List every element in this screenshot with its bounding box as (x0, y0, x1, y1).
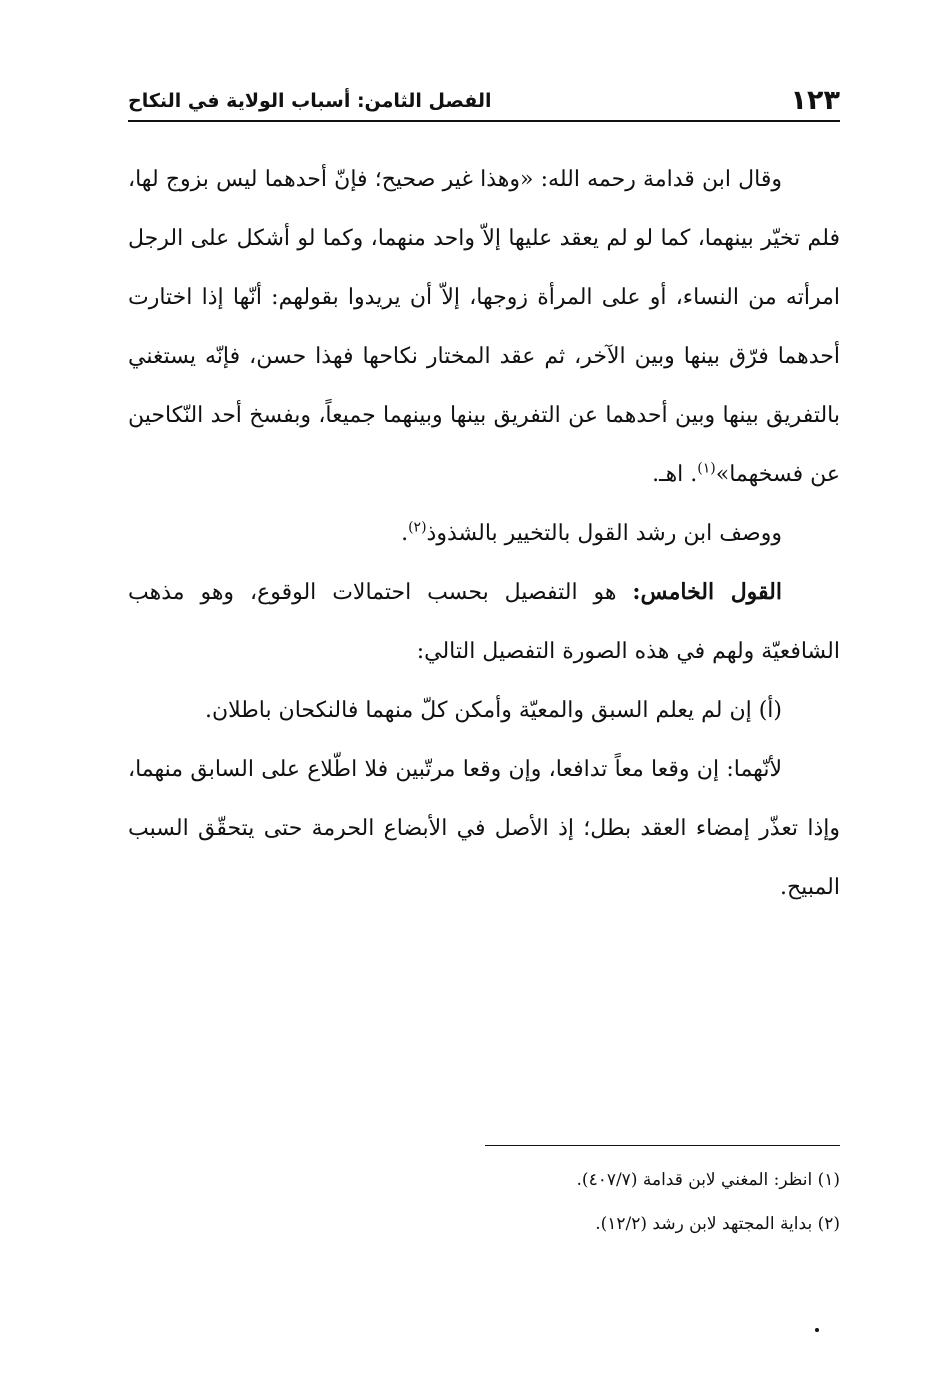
footnote-ref-1: (١) (697, 460, 716, 477)
paragraph-case-a (128, 681, 840, 740)
footnote-ref-2: (٢) (408, 519, 427, 536)
quote-closing-abbrev: اهـ. (652, 462, 684, 487)
running-title: الفصل الثامن: أسباب الولاية في النكاح (128, 90, 492, 112)
footnote-1: (١) انظر: المغني لابن قدامة (٤٠٧/٧). (576, 1170, 840, 1190)
fifth-opinion-text: هو التفصيل بحسب احتمالات الوقوع، وهو مذهب الشافعيّة ولهم في هذه الصورة التفصيل التالي: (128, 580, 840, 664)
paragraph-ibn-qudama-quote (128, 150, 840, 504)
paragraph-fifth-opinion (128, 563, 840, 681)
main-text (128, 150, 840, 917)
fifth-opinion-heading: القول الخامس: (632, 579, 782, 605)
paragraph-ibn-rushd (128, 504, 840, 563)
paragraph-reasoning (128, 740, 840, 917)
footnotes (128, 1158, 840, 1246)
footnote-divider (485, 1145, 840, 1146)
ibn-rushd-text: ووصف ابن رشد القول بالتخيير بالشذوذ (426, 521, 782, 546)
page-header (128, 78, 840, 122)
reasoning-text: لأنّهما: إن وقعا معاً تدافعا، وإن وقعا مرتّبين فلا اطّلاع على السابق منهما، وإذا تعذّر إمضاء العقد بطل؛ إذ الأصل في الأبضاع الحرمة حتى يتحقّق السبب المبيح. (128, 757, 840, 900)
page-number: ١٢٣ (790, 85, 840, 116)
ibn-rushd-end-mark: . (401, 521, 409, 546)
case-a-text: (أ) إن لم يعلم السبق والمعيّة وأمكن كلّ منهما فالنكحان باطلان. (204, 698, 782, 723)
quote-text: وقال ابن قدامة رحمه الله: «وهذا غير صحيح؛ فإنّ أحدهما ليس بزوج لها، فلم تخيّر بينهما، كما لو لم يعقد عليها إلاّ واحد منهما، وكما لو أشكل على الرجل امرأته من النساء، أو على المرأة زوجها، إلاّ أن يريدوا بقولهم: أنّها إذا اختارت أحدهما فرّق بينها وبين الآخر، ثم عقد المختار نكاحها فهذا حسن، فإنّه يستغني بالتفريق بينها وبين أحدهما عن التفريق بينها وبينهما جميعاً، وبفسخ أحد النّكاحين عن فسخهما» (128, 167, 840, 487)
page-speck (815, 1328, 819, 1332)
footnote-2: (٢) بداية المجتهد لابن رشد (١٢/٢). (595, 1214, 840, 1234)
quote-end-mark: . (690, 462, 698, 487)
